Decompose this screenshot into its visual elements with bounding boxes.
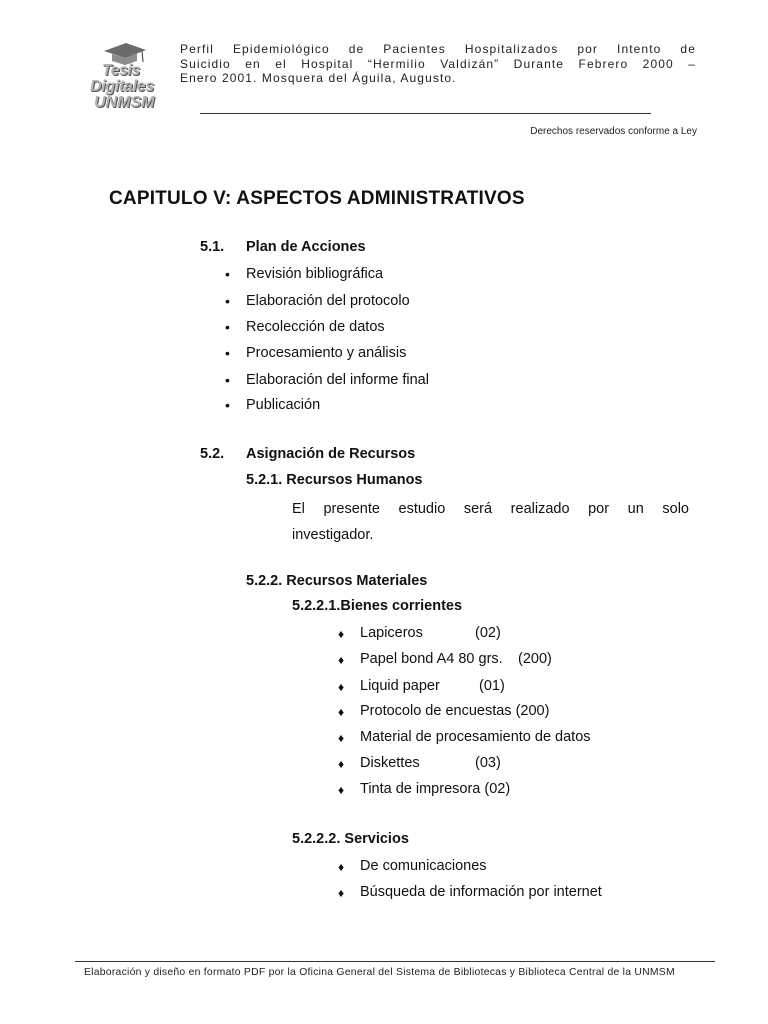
diamond-bullet-icon: ♦	[338, 731, 345, 745]
header-title-word: 2000	[642, 56, 674, 71]
bullet-icon: •	[225, 397, 230, 413]
subsubsection-title: 5.2.2.1.Bienes corrientes	[292, 598, 463, 614]
header-title-word: Durante	[513, 56, 565, 71]
subsubsection-title: 5.2.2.2. Servicios	[292, 831, 409, 847]
bullet-icon: •	[225, 345, 230, 361]
list-item: Publicación	[246, 397, 321, 413]
footer-text: Elaboración y diseño en formato PDF por la Oficina General del Sistema de Bibliotecas y Biblioteca Central de la UNMSM	[84, 967, 675, 978]
header-title-word: –	[688, 56, 696, 71]
list-item: Protocolo de encuestas (200)	[360, 703, 550, 719]
list-item: Liquid paper	[360, 678, 440, 694]
list-item-qty: (03)	[475, 755, 501, 771]
header-title-word: por	[577, 42, 599, 56]
header-title-word: Febrero	[578, 56, 629, 71]
header-title-word: Intento	[617, 42, 662, 56]
paragraph-line: El presente estudio será realizado por un solo	[292, 501, 689, 517]
section-number: 5.1.	[200, 239, 225, 255]
diamond-bullet-icon: ♦	[338, 653, 345, 667]
section-title: Plan de Acciones	[246, 239, 366, 255]
diamond-bullet-icon: ♦	[338, 860, 345, 874]
header-title-word: Suicidio	[180, 56, 231, 71]
header-title-word: Perfil	[180, 42, 214, 56]
bullet-icon: •	[225, 293, 230, 309]
rights-notice: Derechos reservados conforme a Ley	[530, 126, 697, 137]
unmsm-logo	[88, 42, 168, 118]
diamond-bullet-icon: ♦	[338, 886, 345, 900]
header-title-word: de	[348, 42, 365, 56]
header-title-word: en	[245, 56, 261, 71]
header-title-line: Enero 2001. Mosquera del Águila, Augusto.	[180, 71, 457, 85]
subsection-title: 5.2.2. Recursos Materiales	[246, 573, 428, 589]
bullet-icon: •	[225, 266, 230, 282]
section-title: Asignación de Recursos	[246, 446, 416, 462]
bullet-icon: •	[225, 319, 230, 335]
diamond-bullet-icon: ♦	[338, 680, 345, 694]
diamond-bullet-icon: ♦	[338, 627, 345, 641]
header-title-word: de	[680, 42, 696, 56]
list-item: Búsqueda de información por internet	[360, 884, 602, 900]
logo-line: Digitales	[90, 78, 154, 95]
header-title-word: Pacientes	[383, 42, 446, 56]
paragraph-line: investigador.	[292, 527, 374, 543]
bullet-icon: •	[225, 372, 230, 388]
list-item: Diskettes	[360, 755, 420, 771]
list-item: Lapiceros	[360, 625, 423, 641]
list-item-qty: (200)	[518, 651, 552, 667]
list-item: Elaboración del protocolo	[246, 293, 410, 309]
footer-divider	[75, 961, 715, 962]
diamond-bullet-icon: ♦	[338, 757, 345, 771]
header-title-line	[180, 57, 696, 72]
header-title-word: Hospital	[301, 56, 354, 71]
list-item: Papel bond A4 80 grs.	[360, 651, 503, 667]
header-title	[180, 42, 696, 86]
paragraph	[292, 496, 689, 548]
list-item-qty: (01)	[479, 678, 505, 694]
list-item: Procesamiento y análisis	[246, 345, 407, 361]
header-title-word: el	[275, 56, 287, 71]
header-title-word: Epidemiológico	[232, 42, 330, 56]
header-title-word: Hospitalizados	[464, 42, 559, 56]
logo-line: UNMSM	[94, 94, 155, 111]
list-item: Revisión bibliográfica	[246, 266, 384, 282]
header-title-word: Valdizán”	[440, 56, 500, 71]
section-number: 5.2.	[200, 446, 225, 462]
list-item: Recolección de datos	[246, 319, 385, 335]
list-item: Elaboración del informe final	[246, 372, 429, 388]
header-title-line	[180, 42, 696, 57]
chapter-title: CAPITULO V: ASPECTOS ADMINISTRATIVOS	[109, 188, 525, 209]
list-item: Material de procesamiento de datos	[360, 729, 591, 745]
diamond-bullet-icon: ♦	[338, 783, 345, 797]
diamond-bullet-icon: ♦	[338, 705, 345, 719]
header-divider	[200, 113, 651, 114]
list-item: De comunicaciones	[360, 858, 487, 874]
header-title-word: “Hermilio	[367, 56, 426, 71]
list-item: Tinta de impresora (02)	[360, 781, 511, 797]
subsection-title: 5.2.1. Recursos Humanos	[246, 472, 423, 488]
logo-line: Tesis	[102, 62, 140, 79]
list-item-qty: (02)	[475, 625, 501, 641]
